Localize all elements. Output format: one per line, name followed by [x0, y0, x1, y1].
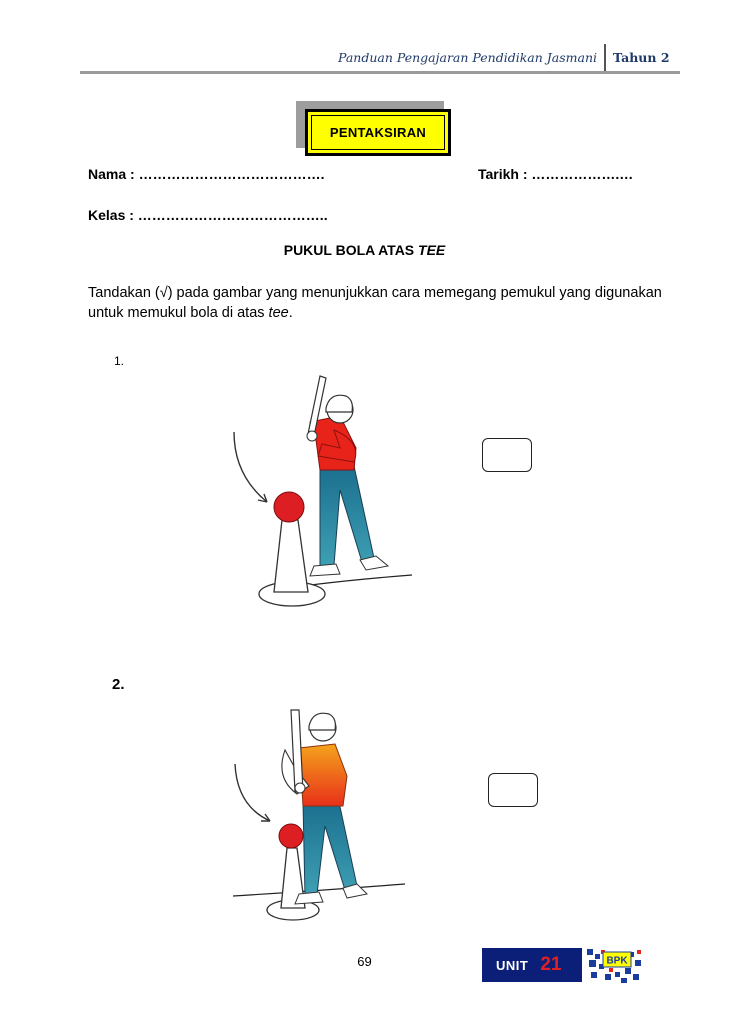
checkbox-question-2[interactable] [488, 773, 538, 807]
question-number-2: 2. [112, 676, 125, 693]
guide-title: Panduan Pengajaran Pendidikan Jasmani [338, 50, 597, 65]
instruction-end: . [288, 305, 293, 321]
batter-figure-icon [222, 370, 427, 620]
class-field[interactable]: Kelas : ………………………………….. [88, 207, 328, 223]
batter-figure-icon [225, 706, 410, 936]
page-number: 69 [357, 954, 372, 969]
page-title-text: PUKUL BOLA ATAS [283, 242, 419, 258]
header-separator [604, 44, 606, 72]
date-field[interactable]: Tarikh : ……………….… [478, 166, 634, 182]
instruction-emphasis: tee [268, 305, 289, 321]
page-title-emphasis: TEE [418, 242, 446, 258]
instruction-body: Tandakan (√) pada gambar yang menunjukkan cara memegang pemukul yang digunakan untuk memukul bola di atas [88, 285, 662, 321]
curved-arrow-icon [234, 432, 267, 502]
question-number-1: 1. [114, 354, 125, 368]
checkbox-question-1[interactable] [482, 438, 532, 472]
bpk-logo-icon [585, 946, 643, 984]
year-label: Tahun 2 [613, 50, 670, 65]
assessment-badge [305, 109, 451, 156]
page-title [0, 242, 729, 258]
header-rule [80, 71, 680, 74]
unit-badge [482, 948, 582, 982]
unit-number: 21 [540, 954, 562, 975]
unit-label: UNIT [496, 957, 529, 973]
instruction-text [88, 283, 668, 323]
name-field[interactable]: Nama : …………………………………. [88, 166, 325, 182]
curved-arrow-icon [235, 764, 270, 821]
bpk-logo-text: BPK [606, 955, 628, 967]
assessment-badge-label: PENTAKSIRAN [329, 125, 427, 140]
